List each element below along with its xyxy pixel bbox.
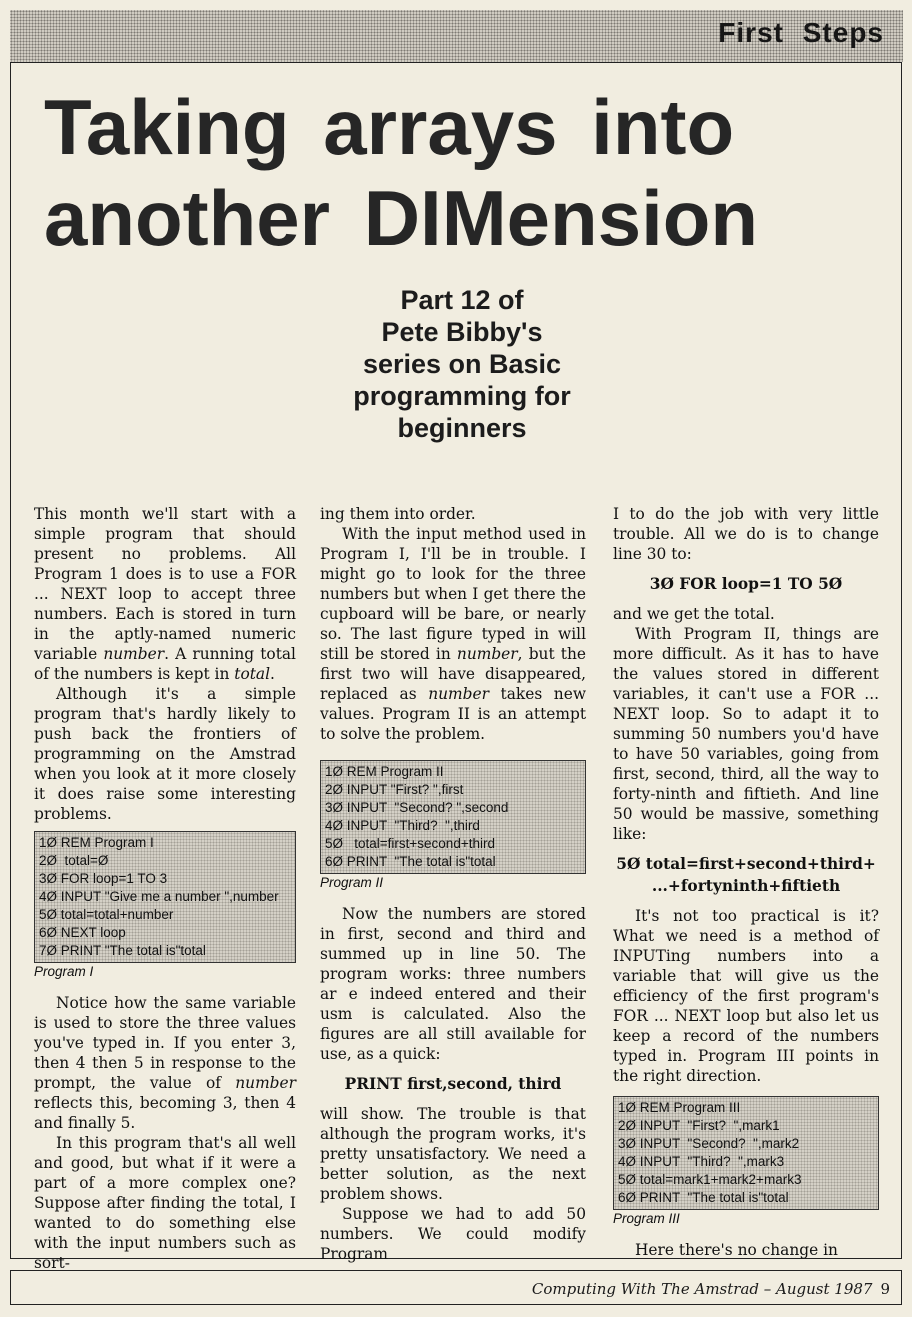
code-line: 5Ø total=first+second+third <box>325 836 495 851</box>
footer <box>532 1280 890 1298</box>
code-example: 5Ø total=first+second+third+ <box>616 855 876 873</box>
code-line: 4Ø INPUT "Third? ",third <box>325 818 480 833</box>
standfirst-line: programming for <box>353 381 571 411</box>
headline-line-2: another DIMension <box>44 174 759 262</box>
variable-name: number <box>428 685 489 703</box>
variable-name: number <box>103 645 165 663</box>
code-line: 5Ø total=total+number <box>39 907 174 922</box>
code-line: 2Ø total=Ø <box>39 853 109 868</box>
paragraph: Suppose we had to add 50 numbers. We could modify Program <box>320 1205 586 1263</box>
code-line: 2Ø INPUT "First? ",mark1 <box>618 1118 780 1133</box>
paragraph: With the input method used in Program I, I'll be in trouble. I might go to look for the three numbers but when I get there the cupboard will be bare, or nearly so. The last figure typed in will still be stored in number, but the first two will have disappeared, replaced as number takes new values. Program II is an attempt to solve the problem. <box>320 525 586 743</box>
paragraph: In this program that's all well and good, but what if it were a part of a more complex one? Suppose after finding the total, I wanted to do something else with the input numbers such as sort- <box>34 1134 296 1272</box>
paragraph: ing them into order. <box>320 505 476 523</box>
paragraph: It's not too practical is it? What we need is a method of INPUTing numbers into a variable that will give us the efficiency of the first program's FOR ... NEXT loop but also let us keep a record of the numbers typed in. Program III points in the right direction. <box>613 907 879 1085</box>
code-line: 4Ø INPUT "Give me a number ",number <box>39 889 279 904</box>
code-example: 3Ø FOR loop=1 TO 5Ø <box>649 575 843 593</box>
listing-caption: Program I <box>34 964 94 979</box>
code-example: ...+fortyninth+fiftieth <box>651 877 841 895</box>
paragraph: Now the numbers are stored in first, second and third and summed up in line 50. The program works: three numbers ar e indeed entered and their usm is calculated. Also the figures are all still available for use, as a quick: <box>320 905 586 1063</box>
column-2 <box>320 504 586 1264</box>
standfirst-line: series on Basic <box>362 349 562 379</box>
column-3 <box>613 504 879 1260</box>
code-example: PRINT first,second, third <box>344 1075 562 1093</box>
headline <box>44 82 758 264</box>
paragraph: I to do the job with very little trouble. All we do is to change line 30 to: <box>613 505 879 563</box>
variable-name: number <box>456 645 518 663</box>
code-line: 6Ø PRINT "The total is"total <box>618 1190 789 1205</box>
page-number: 9 <box>880 1280 890 1298</box>
paragraph: Notice how the same variable is used to store the three values you've typed in. If you enter 3, then 4 then 5 in response to the prompt, the value of number reflects this, becoming 3, then 4 and finally 5. <box>34 994 296 1132</box>
code-line: 1Ø REM Program II <box>325 764 444 779</box>
code-line: 1Ø REM Program III <box>618 1100 741 1115</box>
column-1 <box>34 504 296 1273</box>
standfirst-line: Pete Bibby's <box>381 317 543 347</box>
paragraph: will show. The trouble is that although the program works, it's pretty unsatisfactory. We need a better solution, as the next problem shows. <box>320 1105 586 1203</box>
code-line: 1Ø REM Program I <box>39 835 154 850</box>
standfirst <box>312 284 612 444</box>
publication-name: Computing With The Amstrad – August 1987 <box>531 1280 873 1298</box>
standfirst-line: beginners <box>397 413 527 443</box>
paragraph: Although it's a simple program that's hardly likely to push back the frontiers of programming on the Amstrad when you look at it more closely it does raise some interesting problems. <box>34 685 296 823</box>
program-listing-1 <box>34 831 296 963</box>
variable-name: total <box>234 665 271 683</box>
paragraph: With Program II, things are more difficult. As it has to have the values stored in different variables, it can't use a FOR ... NEXT loop. So to adapt it to summing 50 numbers you'd have to have 50 variables, going from first, second, third, all the way to forty-ninth and fiftieth. And line 50 would be massive, something like: <box>613 625 879 843</box>
code-line: 3Ø INPUT "Second? ",mark2 <box>618 1136 800 1151</box>
paragraph: Here there's no change in <box>635 1241 838 1259</box>
code-line: 5Ø total=mark1+mark2+mark3 <box>618 1172 802 1187</box>
paragraph: and we get the total. <box>613 605 775 623</box>
paragraph: This month we'll start with a simple program that should present no problems. All Program 1 does is to use a FOR ... NEXT loop to accept three numbers. Each is stored in turn in the aptly-named numeric variable number. A running total of the numbers is kept in total. <box>34 505 296 683</box>
code-line: 6Ø PRINT "The total is"total <box>325 854 496 869</box>
code-line: 2Ø INPUT "First? ",first <box>325 782 464 797</box>
code-line: 6Ø NEXT loop <box>39 925 126 940</box>
standfirst-line: Part 12 of <box>400 285 524 315</box>
code-line: 4Ø INPUT "Third? ",mark3 <box>618 1154 785 1169</box>
program-listing-2 <box>320 760 586 874</box>
listing-caption: Program II <box>320 875 384 890</box>
section-label: First Steps <box>718 17 884 48</box>
listing-caption: Program III <box>613 1211 680 1226</box>
code-line: 3Ø FOR loop=1 TO 3 <box>39 871 168 886</box>
code-line: 7Ø PRINT "The total is"total <box>39 943 206 958</box>
code-line: 3Ø INPUT "Second? ",second <box>325 800 509 815</box>
program-listing-3 <box>613 1096 879 1210</box>
variable-name: number <box>235 1074 296 1092</box>
headline-line-1: Taking arrays into <box>44 83 735 171</box>
